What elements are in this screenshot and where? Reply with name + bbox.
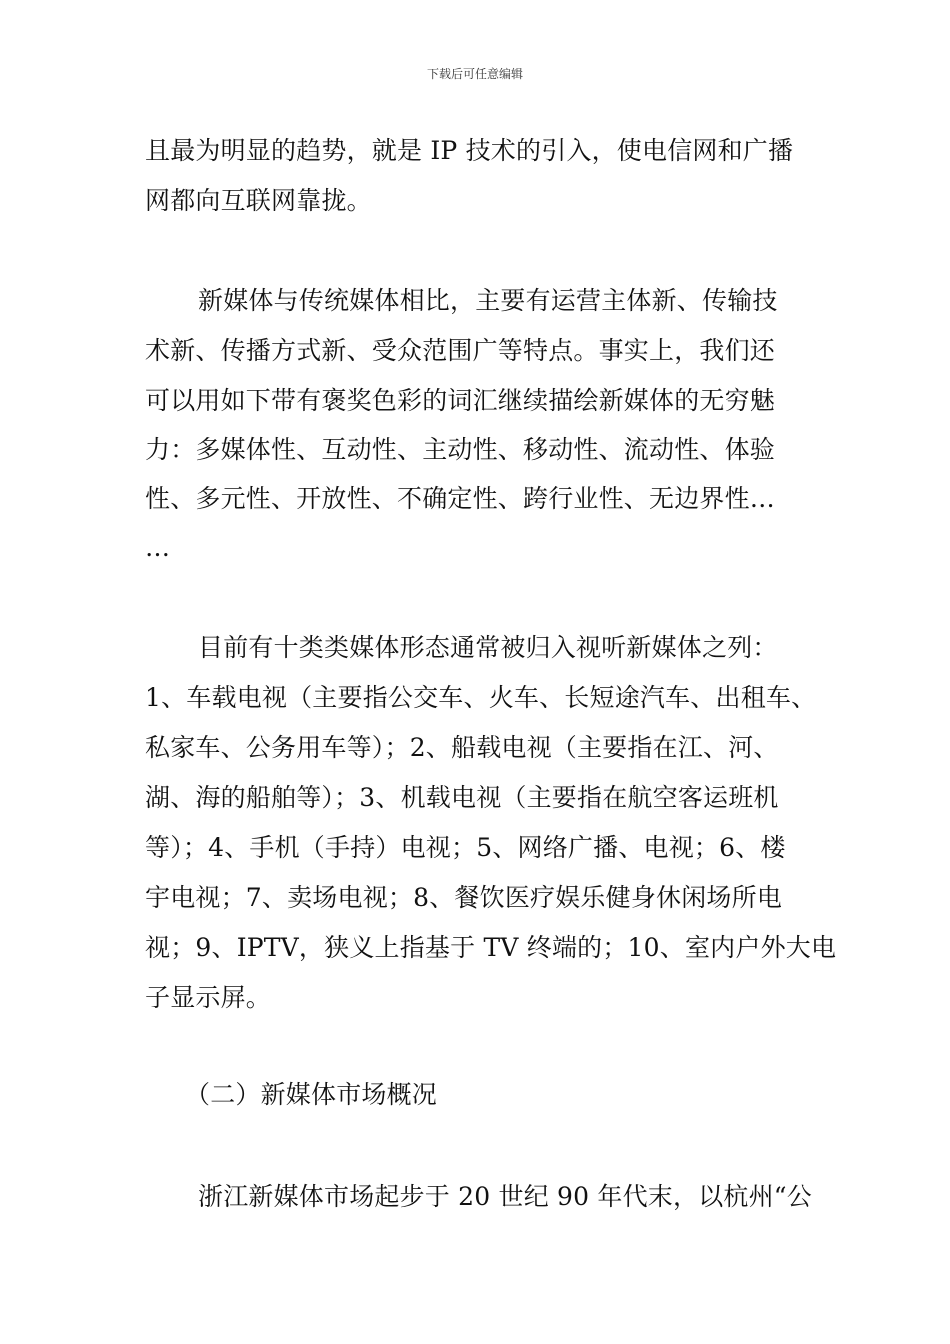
paragraph-line: 子显示屏。 <box>145 983 272 1012</box>
paragraph-line: 性、多元性、开放性、不确定性、跨行业性、无边界性… <box>145 484 776 513</box>
paragraph-line: 力：多媒体性、互动性、主动性、移动性、流动性、体验 <box>145 435 776 464</box>
paragraph-line: 目前有十类类媒体形态通常被归入视听新媒体之列： <box>198 633 778 662</box>
page-header: 下载后可任意编辑 <box>426 67 523 81</box>
section-heading: （二）新媒体市场概况 <box>185 1080 438 1109</box>
paragraph-line: 新媒体与传统媒体相比，主要有运营主体新、传输技 <box>198 286 778 315</box>
paragraph-line: 可以用如下带有褒奖色彩的词汇继续描绘新媒体的无穷魅 <box>145 386 776 415</box>
paragraph-line: 视；9、IPTV，狭义上指基于 TV 终端的；10、室内户外大电 <box>145 933 837 962</box>
paragraph-line: 浙江新媒体市场起步于 20 世纪 90 年代末，以杭州“公 <box>198 1182 812 1211</box>
paragraph-line: 术新、传播方式新、受众范围广等特点。事实上，我们还 <box>145 336 776 365</box>
paragraph-line: 且最为明显的趋势，就是 IP 技术的引入，使电信网和广播 <box>145 136 794 165</box>
paragraph-line: 网都向互联网靠拢。 <box>145 186 372 215</box>
paragraph-line: 宇电视；7、卖场电视；8、餐饮医疗娱乐健身休闲场所电 <box>145 883 783 912</box>
paragraph-line: 私家车、公务用车等）；2、船载电视（主要指在江、河、 <box>145 733 779 762</box>
paragraph-line: 等）；4、手机（手持）电视；5、网络广播、电视；6、楼 <box>145 833 786 862</box>
paragraph-line: 湖、海的船舶等）；3、机载电视（主要指在航空客运班机 <box>145 783 779 812</box>
paragraph-line: … <box>145 533 171 562</box>
paragraph-line: 1、车载电视（主要指公交车、火车、长短途汽车、出租车、 <box>145 683 817 712</box>
